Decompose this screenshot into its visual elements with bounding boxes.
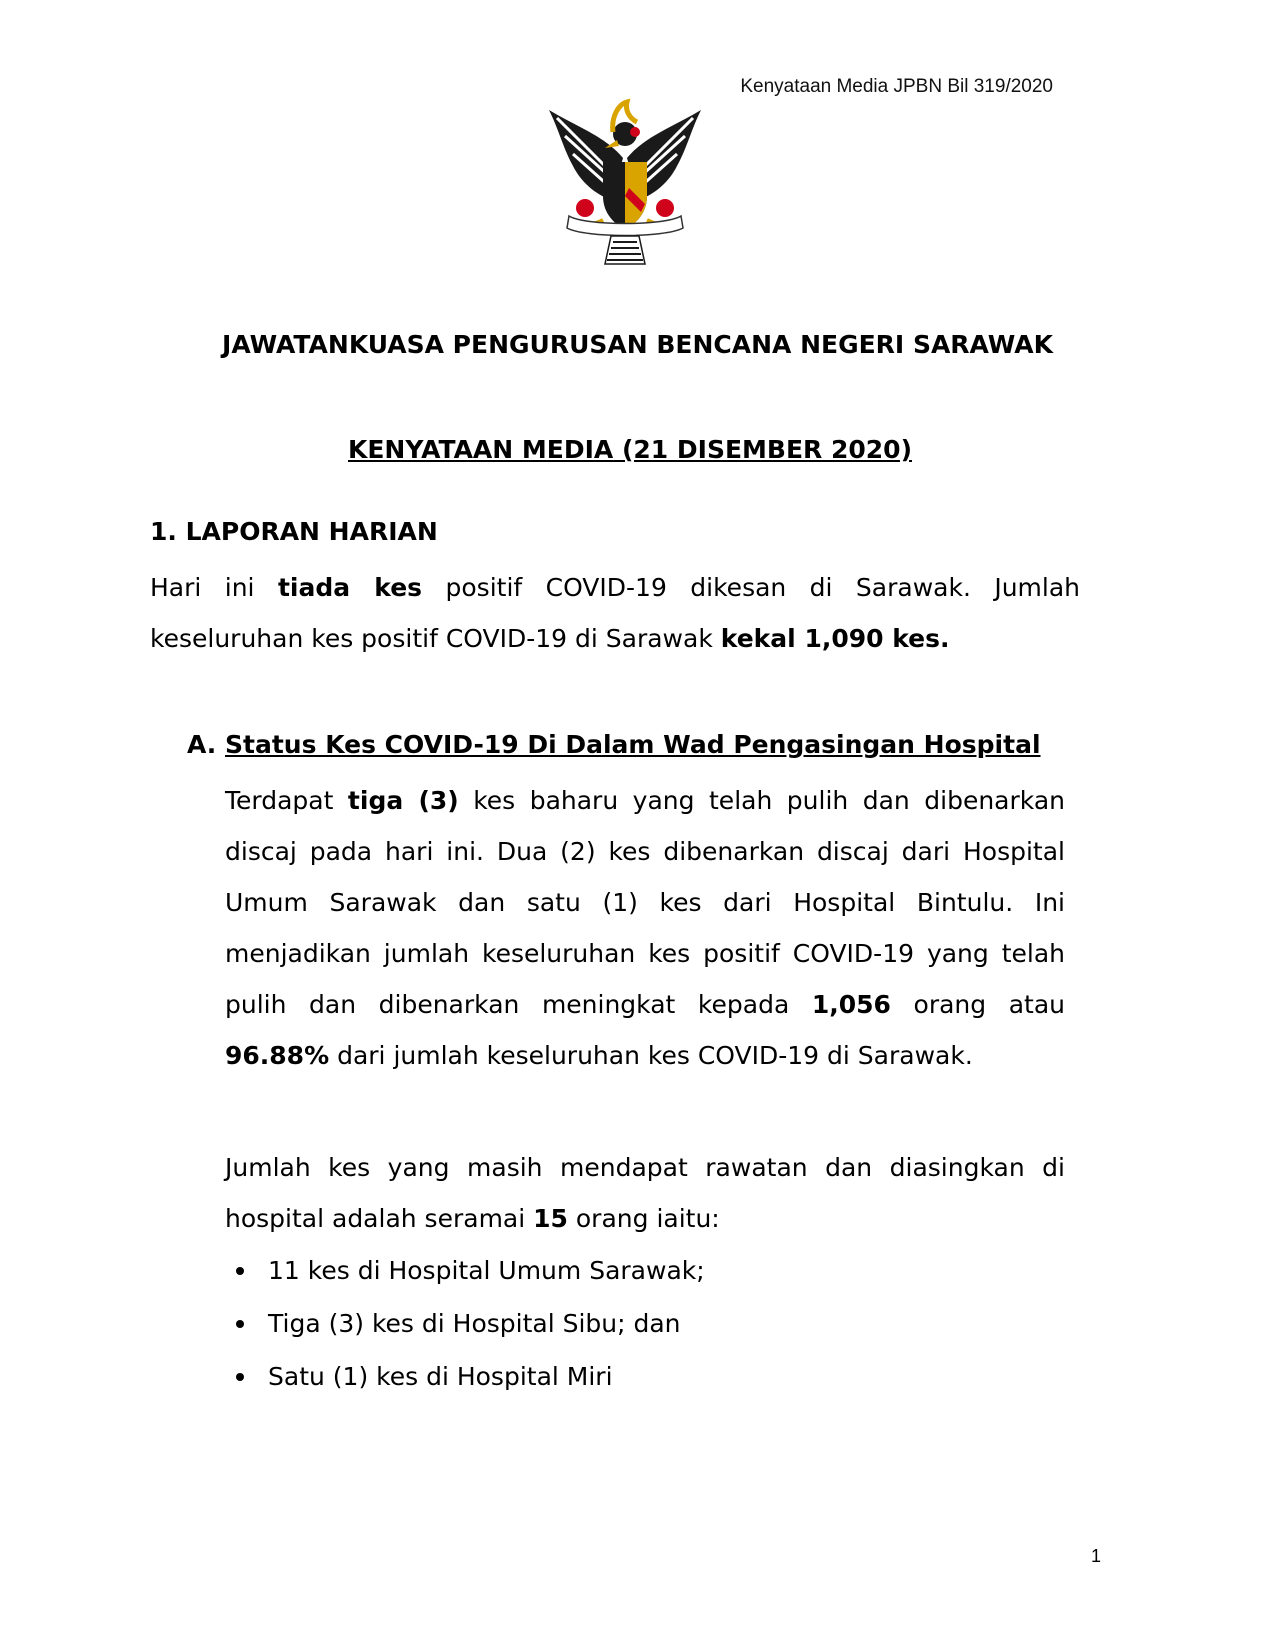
document-reference: Kenyataan Media JPBN Bil 319/2020 (740, 76, 1053, 97)
subsection-title: Status Kes COVID-19 Di Dalam Wad Pengasingan Hospital (225, 730, 1041, 759)
list-item: Satu (1) kes di Hospital Miri (225, 1350, 705, 1403)
statement-title: KENYATAAN MEDIA (21 DISEMBER 2020) (347, 435, 912, 464)
paragraph-line: discaj pada hari ini. Dua (2) kes dibenarkan discaj dari Hospital (225, 837, 1065, 866)
paragraph-line: 96.88% dari jumlah keseluruhan kes COVID-19 di Sarawak. (225, 1041, 973, 1070)
organisation-title: JAWATANKUASA PENGURUSAN BENCANA NEGERI SARAWAK (222, 330, 1053, 359)
sarawak-coat-of-arms-icon (545, 96, 705, 272)
subsection-letter: A. (187, 730, 217, 759)
subsection-heading (187, 730, 1041, 759)
paragraph-line: hospital adalah seramai 15 orang iaitu: (225, 1204, 720, 1233)
section-heading-daily-report: 1. LAPORAN HARIAN (150, 517, 438, 546)
recovery-paragraph (225, 775, 1065, 1081)
paragraph-line: Umum Sarawak dan satu (1) kes dari Hospital Bintulu. Ini (225, 888, 1065, 917)
page-number: 1 (1091, 1546, 1102, 1566)
paragraph-line: Hari ini tiada kes positif COVID-19 dikesan di Sarawak. Jumlah (150, 573, 1080, 602)
highlight-no-cases: tiada kes (277, 573, 423, 602)
highlight-total-cases: kekal 1,090 kes. (720, 624, 950, 653)
list-item: 11 kes di Hospital Umum Sarawak; (225, 1244, 705, 1297)
paragraph-line: Jumlah kes yang masih mendapat rawatan dan diasingkan di (225, 1153, 1065, 1182)
paragraph-line: keseluruhan kes positif COVID-19 di Sarawak kekal 1,090 kes. (150, 624, 950, 653)
paragraph-line: menjadikan jumlah keseluruhan kes positif COVID-19 yang telah (225, 939, 1065, 968)
paragraph-line: Terdapat tiga (3) kes baharu yang telah pulih dan dibenarkan (225, 786, 1065, 815)
treatment-paragraph (225, 1142, 1065, 1244)
list-item: Tiga (3) kes di Hospital Sibu; dan (225, 1297, 705, 1350)
hospital-list (225, 1244, 705, 1403)
daily-report-paragraph (150, 562, 1080, 664)
paragraph-line: pulih dan dibenarkan meningkat kepada 1,056 orang atau (225, 990, 1065, 1019)
